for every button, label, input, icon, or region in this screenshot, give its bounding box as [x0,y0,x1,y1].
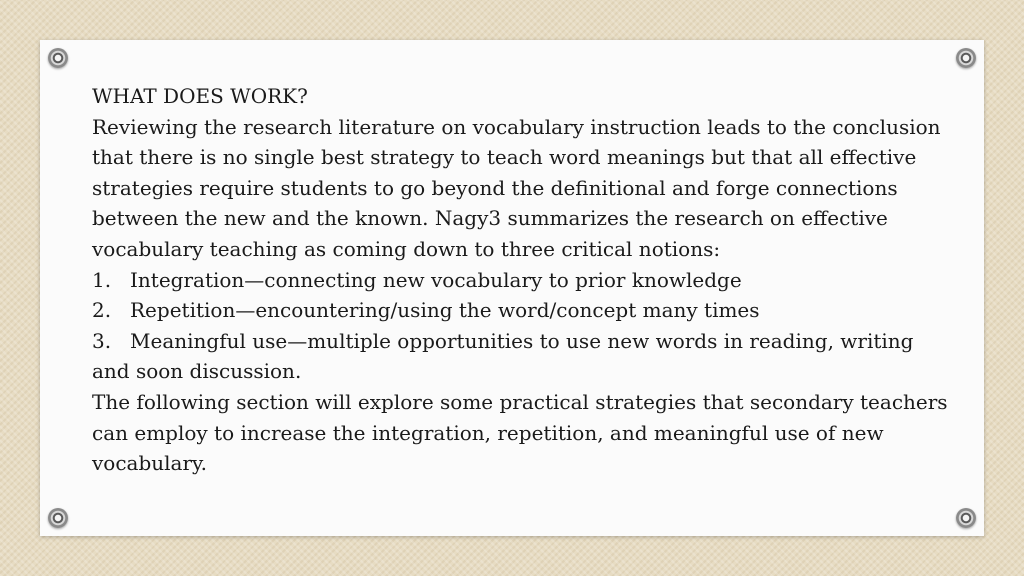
list-item [92,326,952,387]
slide-card [40,40,984,536]
slide-body [92,81,952,479]
notions-list [92,265,952,387]
list-item-text: Integration—connecting new vocabulary to prior knowledge [130,267,742,292]
pushpin-icon [956,508,976,528]
list-item-text: Repetition—encountering/using the word/concept many times [130,298,760,323]
closing-paragraph: The following section will explore some practical strategies that secondary teachers can employ to increase the integration, repetition, and meaningful use of new vocabulary. [92,389,948,476]
list-item-text: Meaningful use—multiple opportunities to use new words in reading, writing and soon discussion. [92,328,914,384]
pushpin-icon [48,508,68,528]
list-item [92,295,952,326]
pushpin-icon [48,48,68,68]
intro-paragraph: Reviewing the research literature on vocabulary instruction leads to the conclusion that there is no single best strategy to teach word meanings but that all effective strategies require students to go beyond the definitional and forge connections between the new and the known. Nagy3 summarizes the research on effective vocabulary teaching as coming down to three critical notions: [92,114,941,261]
list-item-number: 1. [92,267,112,292]
list-item-number: 3. [92,328,112,353]
pushpin-icon [956,48,976,68]
slide-heading: WHAT DOES WORK? [92,84,308,108]
list-item [92,265,952,296]
list-item-number: 2. [92,298,112,323]
